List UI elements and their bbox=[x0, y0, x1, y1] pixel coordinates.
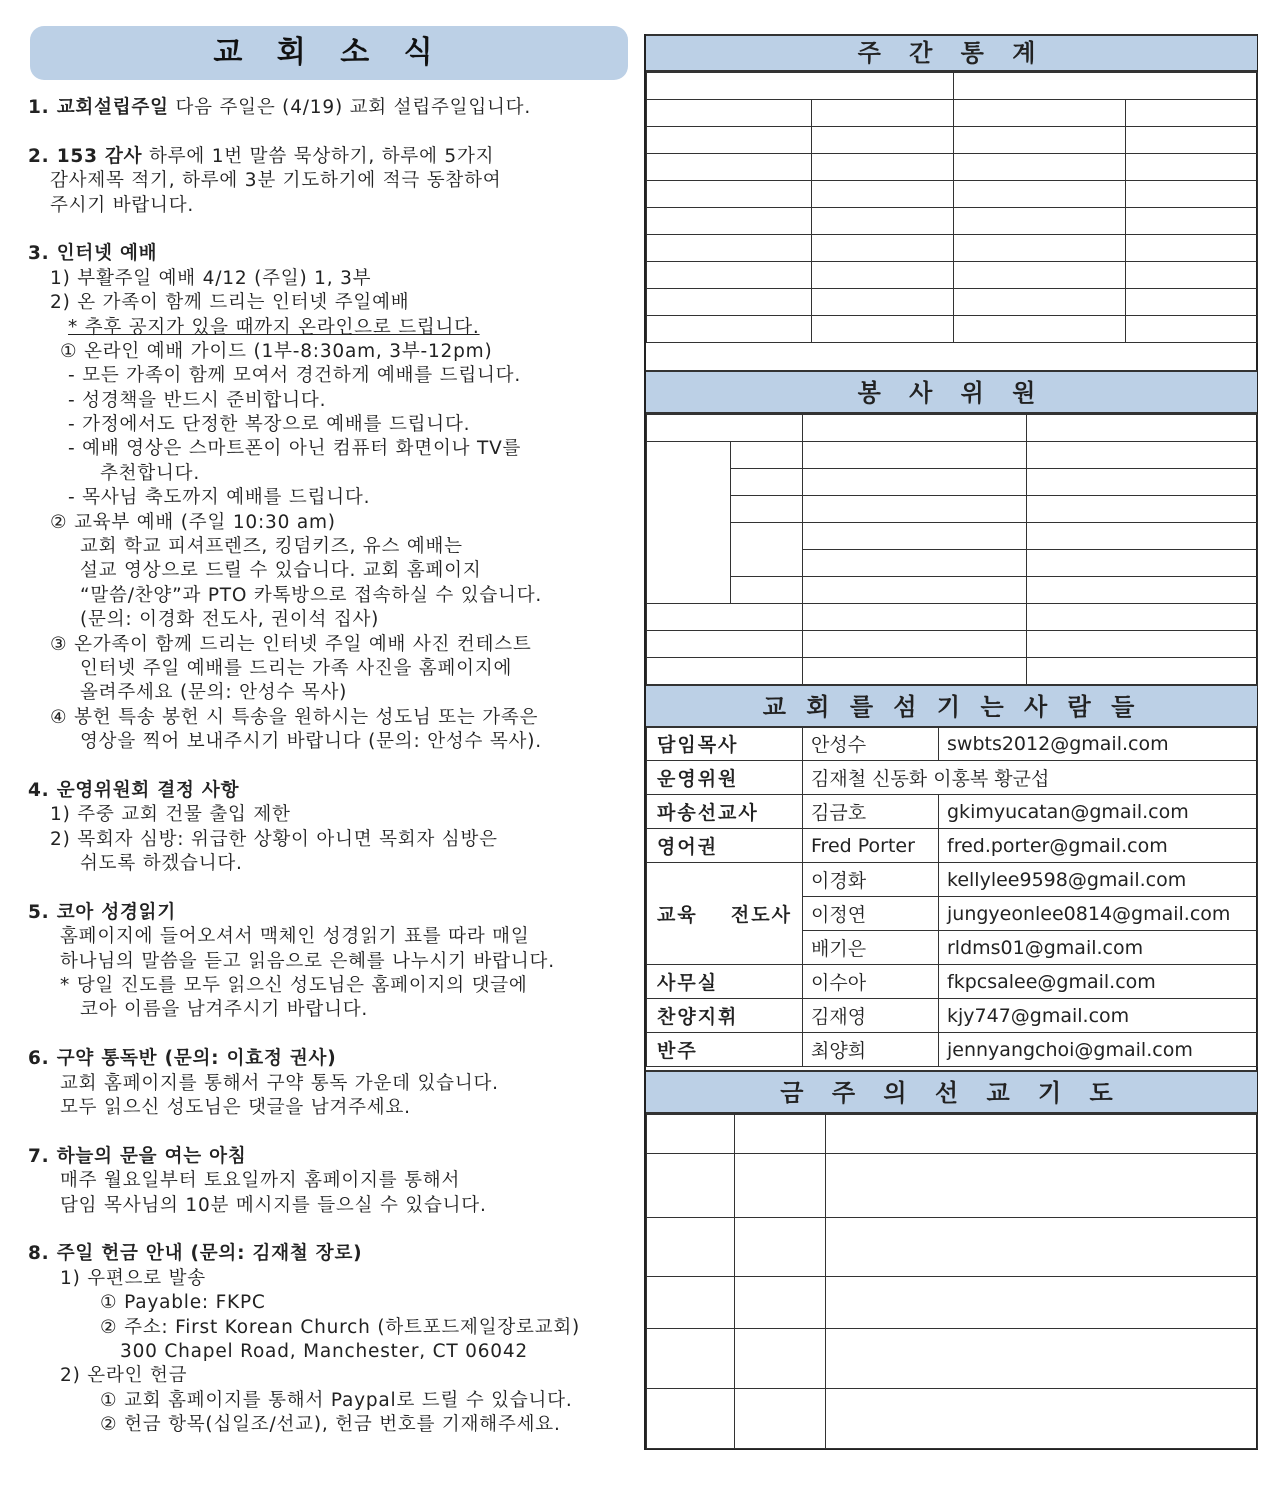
news-line: 감사제목 적기, 하루에 3분 기도하기에 적극 동참하여 bbox=[50, 170, 502, 192]
staff-title: 교 회 를 섬 기 는 사 람 들 bbox=[646, 684, 1257, 728]
volunteers-title: 봉 사 위 원 bbox=[646, 370, 1257, 414]
news-line: 하나님의 말씀을 듣고 읽음으로 은혜를 나누시기 바랍니다. bbox=[60, 950, 555, 972]
email: gkimyucatan@gmail.com bbox=[939, 795, 1258, 829]
news-line: ② 헌금 항목(십일조/선교), 헌금 번호를 기재해주세요. bbox=[100, 1414, 561, 1436]
news-line: ① 온라인 예배 가이드 (1부-8:30am, 3부-12pm) bbox=[60, 340, 493, 362]
news-line: 홈페이지에 들어오셔서 맥체인 성경읽기 표를 따라 매일 bbox=[60, 926, 530, 948]
news-line: 올려주세요 (문의: 안성수 목사) bbox=[80, 682, 348, 704]
news-line: - 예배 영상은 스마트폰이 아닌 컴퓨터 화면이나 TV를 bbox=[68, 438, 522, 460]
news-line: ② 교육부 예배 (주일 10:30 am) bbox=[50, 511, 336, 533]
church-news-list bbox=[28, 96, 636, 1437]
news-line: 2) 온라인 헌금 bbox=[60, 1365, 188, 1387]
news-line: 1. 교회설립주일 다음 주일은 (4/19) 교회 설립주일입니다. bbox=[28, 97, 532, 118]
spacer bbox=[28, 1023, 636, 1047]
news-line: (문의: 이경화 전도사, 권이석 집사) bbox=[80, 609, 380, 631]
news-line: ④ 봉헌 특송 봉헌 시 특송을 원하시는 성도님 또는 가족은 bbox=[50, 706, 539, 728]
weekly-stats-table bbox=[646, 72, 1258, 343]
news-line: 1) 주중 교회 건물 출입 제한 bbox=[50, 804, 291, 826]
news-line: - 목사님 축도까지 예배를 드립니다. bbox=[68, 487, 371, 509]
staff-row: 담임목사 안성수 swbts2012@gmail.com bbox=[647, 727, 1258, 761]
email: rldms01@gmail.com bbox=[939, 931, 1258, 965]
news-line: 쉬도록 하겠습니다. bbox=[80, 853, 243, 875]
news-line: 5. 코아 성경읽기 bbox=[28, 901, 177, 923]
news-line: 3. 인터넷 예배 bbox=[28, 243, 158, 265]
news-line: 담임 목사님의 10분 메시지를 들으실 수 있습니다. bbox=[60, 1194, 487, 1216]
news-line: 추천합니다. bbox=[100, 462, 201, 484]
staff-row: 파송선교사 김금호 gkimyucatan@gmail.com bbox=[647, 795, 1258, 829]
news-line: 교회 홈페이지를 통해서 구약 통독 가운데 있습니다. bbox=[60, 1072, 499, 1094]
email: kjy747@gmail.com bbox=[939, 999, 1258, 1033]
news-line: 1) 부활주일 예배 4/12 (주일) 1, 3부 bbox=[50, 267, 372, 289]
news-line: “말씀/찬양”과 PTO 카톡방으로 접속하실 수 있습니다. bbox=[80, 584, 543, 606]
news-line: - 성경책을 반드시 준비합니다. bbox=[68, 389, 327, 411]
news-line: 6. 구약 통독반 (문의: 이효정 권사) bbox=[28, 1048, 337, 1070]
news-line: 7. 하늘의 문을 여는 아침 bbox=[28, 1145, 247, 1167]
staff-row: 사무실 이수아 fkpcsalee@gmail.com bbox=[647, 965, 1258, 999]
spacer bbox=[28, 120, 636, 144]
news-line: - 가정에서도 단정한 복장으로 예배를 드립니다. bbox=[68, 414, 471, 436]
spacer bbox=[28, 1218, 636, 1242]
church-news-title: 교 회 소 식 bbox=[30, 26, 628, 80]
staff-row: 운영위원 김재철 신동화 이홍복 황군섭 bbox=[647, 761, 1258, 795]
news-line: 2) 온 가족이 함께 드리는 인터넷 주일예배 bbox=[50, 292, 410, 314]
mission-prayer-title: 금 주 의 선 교 기 도 bbox=[646, 1070, 1257, 1114]
news-line: 교회 학교 피셔프렌즈, 킹덤키즈, 유스 예배는 bbox=[80, 536, 463, 558]
spacer bbox=[28, 755, 636, 779]
news-line: ③ 온가족이 함께 드리는 인터넷 주일 예배 사진 컨테스트 bbox=[50, 633, 532, 655]
staff-row: 찬양지휘 김재영 kjy747@gmail.com bbox=[647, 999, 1258, 1033]
news-line: 주시기 바랍니다. bbox=[50, 194, 195, 216]
news-line: * 추후 공지가 있을 때까지 온라인으로 드립니다. bbox=[68, 316, 480, 338]
news-line: 4. 운영위원회 결정 사항 bbox=[28, 779, 240, 801]
email: jennyangchoi@gmail.com bbox=[939, 1033, 1258, 1067]
spacer bbox=[28, 877, 636, 901]
news-line: 1) 우편으로 발송 bbox=[60, 1267, 206, 1289]
email: kellylee9598@gmail.com bbox=[939, 863, 1258, 897]
news-line: ① 교회 홈페이지를 통해서 Paypal로 드릴 수 있습니다. bbox=[100, 1389, 573, 1411]
email: fred.porter@gmail.com bbox=[939, 829, 1258, 863]
staff-row: 교육 전도사 이경화 kellylee9598@gmail.com bbox=[647, 863, 1258, 897]
news-line: ① Payable: FKPC bbox=[100, 1292, 266, 1314]
staff-row: 반주 최양희 jennyangchoi@gmail.com bbox=[647, 1033, 1258, 1067]
spacer bbox=[28, 218, 636, 242]
news-line: 매주 월요일부터 토요일까지 홈페이지를 통해서 bbox=[60, 1170, 461, 1192]
news-line: 300 Chapel Road, Manchester, CT 06042 bbox=[120, 1340, 528, 1362]
news-line: ② 주소: First Korean Church (하트포드제일장로교회) bbox=[100, 1316, 581, 1338]
mission-prayer-table bbox=[646, 1114, 1258, 1449]
volunteers-table bbox=[646, 414, 1258, 688]
news-line: 2) 목회자 심방: 위급한 상황이 아니면 목회자 심방은 bbox=[50, 828, 498, 850]
email: swbts2012@gmail.com bbox=[939, 727, 1258, 761]
news-line: 코아 이름을 남겨주시기 바랍니다. bbox=[80, 999, 369, 1021]
news-line: * 당일 진도를 모두 읽으신 성도님은 홈페이지의 댓글에 bbox=[60, 975, 528, 997]
news-line: 설교 영상으로 드릴 수 있습니다. 교회 홈페이지 bbox=[80, 560, 482, 582]
staff-table bbox=[646, 726, 1258, 1067]
news-line: - 모든 가족이 함께 모여서 경건하게 예배를 드립니다. bbox=[68, 365, 522, 387]
email: fkpcsalee@gmail.com bbox=[939, 965, 1258, 999]
news-line: 영상을 찍어 보내주시기 바랍니다 (문의: 안성수 목사). bbox=[80, 731, 542, 753]
email: jungyeonlee0814@gmail.com bbox=[939, 897, 1258, 931]
staff-row: 이정연 jungyeonlee0814@gmail.com bbox=[647, 897, 1258, 931]
news-line: 2. 153 감사 하루에 1번 말씀 묵상하기, 하루에 5가지 bbox=[28, 145, 495, 167]
weekly-stats-title: 주 간 통 계 bbox=[646, 34, 1257, 72]
spacer bbox=[28, 1120, 636, 1144]
staff-row: 배기은 rldms01@gmail.com bbox=[647, 931, 1258, 965]
news-line: 모두 읽으신 성도님은 댓글을 남겨주세요. bbox=[60, 1097, 411, 1119]
news-line: 8. 주일 헌금 안내 (문의: 김재철 장로) bbox=[28, 1243, 363, 1265]
staff-row: 영어권 Fred Porter fred.porter@gmail.com bbox=[647, 829, 1258, 863]
news-line: 인터넷 주일 예배를 드리는 가족 사진을 홈페이지에 bbox=[80, 657, 513, 679]
